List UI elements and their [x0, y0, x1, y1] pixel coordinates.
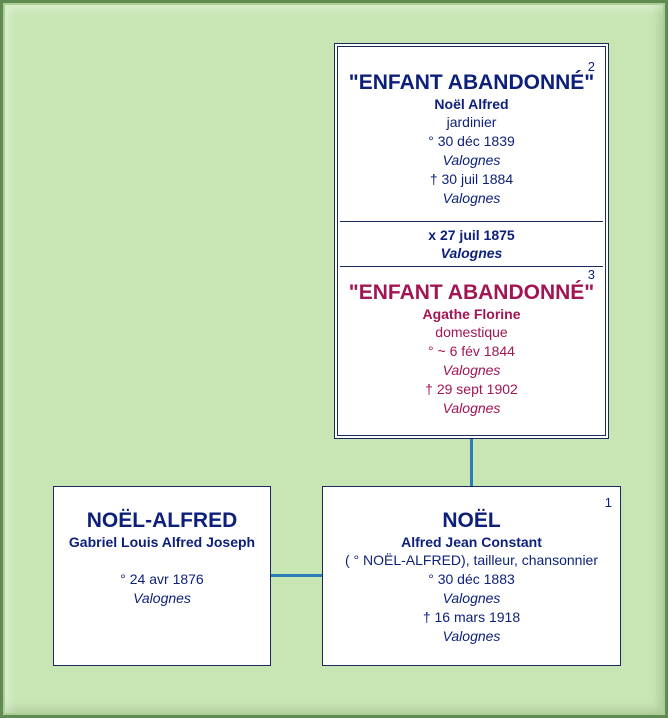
mother-card[interactable]	[340, 265, 603, 433]
father-surname: "ENFANT ABANDONNÉ"	[348, 71, 595, 94]
marriage-card	[340, 221, 603, 267]
mother-number: 3	[587, 267, 595, 282]
father-number: 2	[587, 59, 595, 74]
subject-birth: ° 30 déc 1883	[428, 571, 515, 587]
mother-birth: ° ~ 6 fév 1844	[428, 343, 515, 359]
subject-given-names: Alfred Jean Constant	[401, 534, 542, 550]
sibling-surname: NOËL-ALFRED	[86, 509, 238, 532]
parent-child-connector	[470, 436, 473, 486]
subject-death-place: Valognes	[442, 628, 501, 644]
mother-given-names: Agathe Florine	[422, 306, 521, 322]
sibling-connector	[270, 574, 322, 577]
subject-death: † 16 mars 1918	[422, 609, 521, 625]
father-death-place: Valognes	[442, 190, 501, 206]
father-birth: ° 30 déc 1839	[428, 133, 515, 149]
subject-card[interactable]	[322, 486, 621, 666]
marriage-date: x 27 juil 1875	[428, 227, 515, 243]
parents-box[interactable]	[337, 46, 606, 436]
mother-surname: "ENFANT ABANDONNÉ"	[348, 281, 595, 304]
sibling-birth-place: Valognes	[133, 590, 191, 606]
father-death: † 30 juil 1884	[429, 171, 514, 187]
father-card[interactable]	[340, 49, 603, 221]
subject-surname: NOËL	[442, 509, 501, 532]
subject-note: ( ° NOËL-ALFRED), tailleur, chansonnier	[344, 552, 599, 568]
mother-death: † 29 sept 1902	[425, 381, 518, 397]
father-occupation: jardinier	[446, 114, 497, 130]
mother-death-place: Valognes	[442, 400, 501, 416]
mother-birth-place: Valognes	[442, 362, 501, 378]
father-given-names: Noël Alfred	[434, 96, 509, 112]
sibling-birth: ° 24 avr 1876	[120, 571, 204, 587]
subject-number: 1	[604, 495, 612, 510]
mother-occupation: domestique	[435, 324, 508, 340]
marriage-place: Valognes	[440, 245, 503, 261]
sibling-card[interactable]	[53, 486, 271, 666]
sibling-given-names: Gabriel Louis Alfred Joseph	[68, 534, 256, 550]
subject-birth-place: Valognes	[442, 590, 501, 606]
father-birth-place: Valognes	[442, 152, 501, 168]
